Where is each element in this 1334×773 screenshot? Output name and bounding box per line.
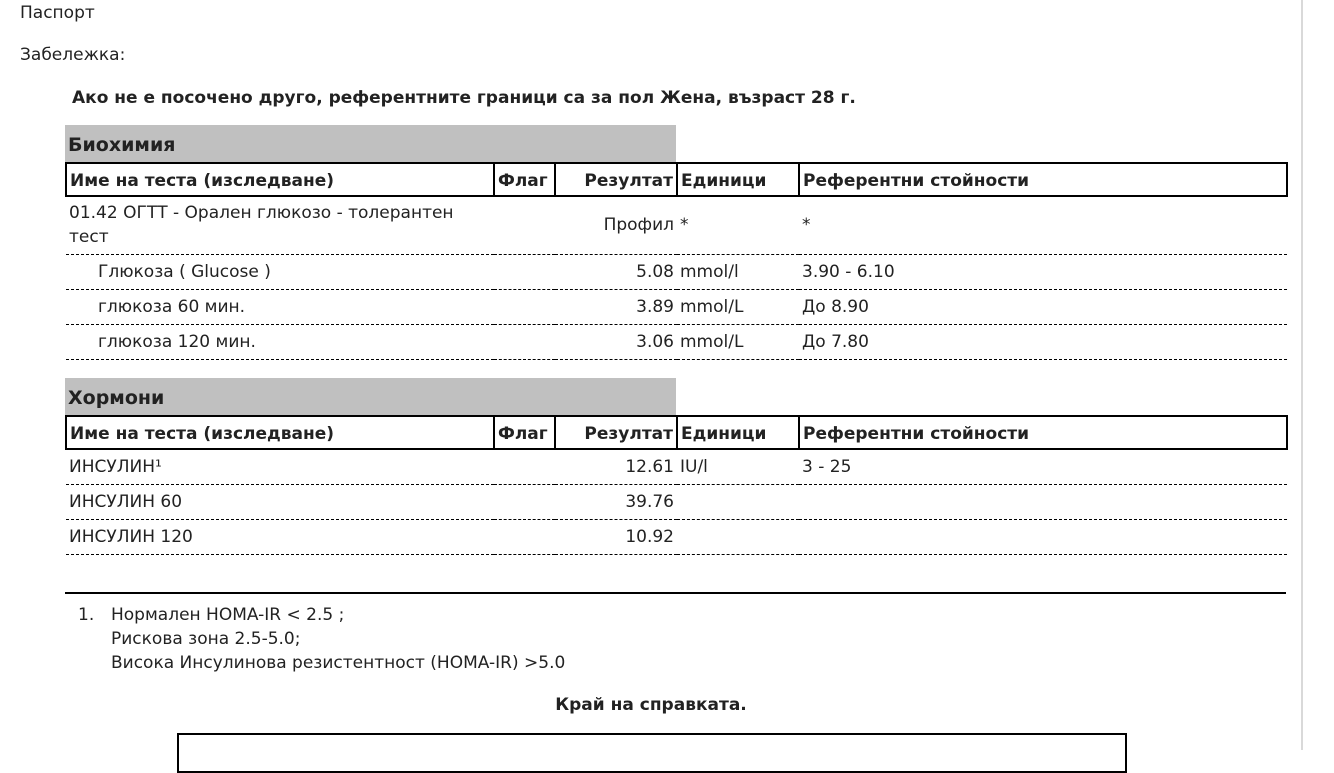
table-row <box>66 449 1287 484</box>
test-reference <box>799 519 1287 554</box>
column-header-name: Име на теста (изследване) <box>66 416 494 449</box>
biochemistry-table <box>65 162 1288 360</box>
column-header-name: Име на теста (изследване) <box>66 163 494 196</box>
column-header-result: Резултат <box>555 163 677 196</box>
table-header-row <box>66 163 1287 196</box>
test-units: mmol/L <box>677 324 799 359</box>
test-flag <box>494 196 555 254</box>
column-header-flag: Флаг <box>494 416 555 449</box>
table-row <box>66 484 1287 519</box>
footnote-line: Висока Инсулинова резистентност (HOMA-IR) >5.0 <box>111 653 566 673</box>
footnote-line: Рискова зона 2.5-5.0; <box>111 629 301 649</box>
test-result: 3.89 <box>555 289 677 324</box>
test-units: IU/l <box>677 449 799 484</box>
test-result: 12.61 <box>555 449 677 484</box>
test-result: 3.06 <box>555 324 677 359</box>
passport-label: Паспорт <box>20 3 95 23</box>
column-header-reference: Референтни стойности <box>799 163 1287 196</box>
table-row <box>66 324 1287 359</box>
footnote-divider <box>65 592 1286 594</box>
column-header-flag: Флаг <box>494 163 555 196</box>
table-row <box>66 519 1287 554</box>
test-flag <box>494 519 555 554</box>
test-name: ИНСУЛИН 120 <box>66 519 494 554</box>
page-border-line <box>1301 0 1303 750</box>
test-units <box>677 484 799 519</box>
test-flag <box>494 449 555 484</box>
test-name: 01.42 ОГТТ - Орален глюкозо - толерантен тест <box>66 196 494 254</box>
section-title: Хормони <box>65 378 676 415</box>
table-row <box>66 254 1287 289</box>
test-flag <box>494 254 555 289</box>
test-reference: 3 - 25 <box>799 449 1287 484</box>
test-result: 5.08 <box>555 254 677 289</box>
column-header-reference: Референтни стойности <box>799 416 1287 449</box>
test-name: глюкоза 120 мин. <box>66 324 494 359</box>
hormones-table <box>65 415 1288 555</box>
test-result: 39.76 <box>555 484 677 519</box>
test-flag <box>494 324 555 359</box>
test-name: Глюкоза ( Glucose ) <box>66 254 494 289</box>
report-end-text: Край на справката. <box>555 695 747 715</box>
test-flag <box>494 484 555 519</box>
table-header-row <box>66 416 1287 449</box>
footnote-number: 1. <box>78 605 95 625</box>
test-reference: 3.90 - 6.10 <box>799 254 1287 289</box>
test-reference <box>799 484 1287 519</box>
test-units: * <box>677 196 799 254</box>
test-name: ИНСУЛИН 60 <box>66 484 494 519</box>
footnote-line: Нормален HOMA-IR < 2.5 ; <box>111 605 345 625</box>
test-reference: * <box>799 196 1287 254</box>
hormones-section <box>65 378 1286 555</box>
biochemistry-section <box>65 125 1286 360</box>
test-units: mmol/L <box>677 289 799 324</box>
signature-box <box>177 733 1127 773</box>
section-title: Биохимия <box>65 125 676 162</box>
table-row <box>66 196 1287 254</box>
column-header-units: Единици <box>677 416 799 449</box>
test-reference: До 8.90 <box>799 289 1287 324</box>
test-units <box>677 519 799 554</box>
footnote <box>78 603 565 675</box>
test-name: ИНСУЛИН¹ <box>66 449 494 484</box>
remark-label: Забележка: <box>20 45 126 65</box>
column-header-result: Резултат <box>555 416 677 449</box>
test-result: 10.92 <box>555 519 677 554</box>
reference-note: Ако не е посочено друго, референтните граници са за пол Жена, възраст 28 г. <box>72 88 856 108</box>
test-result: Профил <box>555 196 677 254</box>
test-units: mmol/l <box>677 254 799 289</box>
column-header-units: Единици <box>677 163 799 196</box>
test-reference: До 7.80 <box>799 324 1287 359</box>
table-row <box>66 289 1287 324</box>
test-flag <box>494 289 555 324</box>
test-name: глюкоза 60 мин. <box>66 289 494 324</box>
